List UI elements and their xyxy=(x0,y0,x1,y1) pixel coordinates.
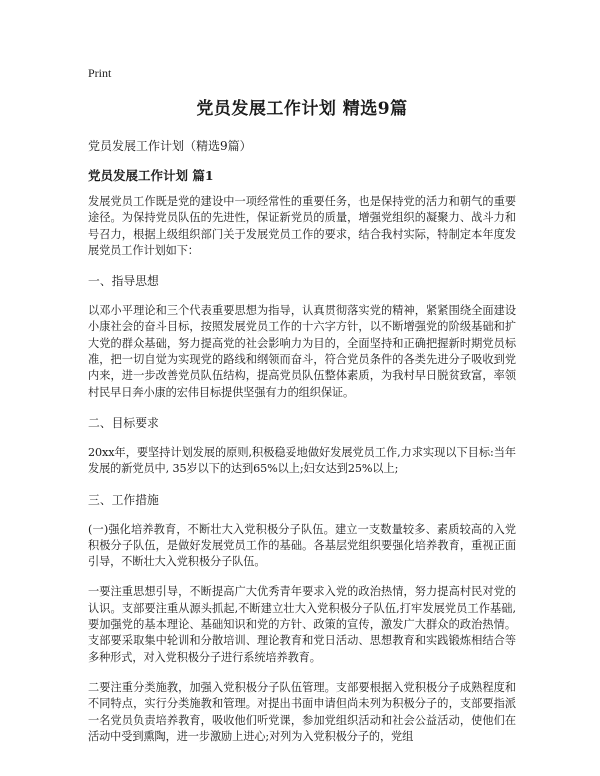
print-link[interactable]: Print xyxy=(88,66,112,80)
measures-paragraph-1: (一)强化培养教育，不断壮大入党积极分子队伍。建立一支数量较多、素质较高的入党积极分子队伍，是做好发展党员工作的基础。各基层党组织要强化培养教育，重视正面引导，不断壮大入党积极分子队伍。 xyxy=(88,522,516,569)
document-title: 党员发展工作计划 精选9篇 xyxy=(196,99,408,119)
heading-goals: 二、目标要求 xyxy=(88,415,159,430)
document-subtitle: 党员发展工作计划（精选9篇） xyxy=(88,139,252,153)
section-title: 党员发展工作计划 篇1 xyxy=(88,168,214,183)
goals-paragraph: 20xx年，要坚持计划发展的原则,积极稳妥地做好发展党员工作,力求实现以下目标:当年发展的新党员中, 35岁以下的达到65%以上;妇女达到25%以上; xyxy=(88,445,516,476)
heading-guiding-ideology: 一、指导思想 xyxy=(88,274,159,289)
measures-paragraph-3: 二要注重分类施教，加强入党积极分子队伍管理。支部要根据入党积极分子成熟程度和不同特点，实行分类施教和管理。对提出书面申请但尚未列为积极分子的，支部要指派一名党员负责培养教育，吸收他们听党课，参加党组织活动和社会公益活动，使他们在活动中受到熏陶，进一步激励上进心;对列为入党积极分子的，党组 xyxy=(88,680,516,743)
document-page xyxy=(88,66,516,759)
guiding-ideology-paragraph: 以邓小平理论和三个代表重要思想为指导，认真贯彻落实党的精神，紧紧围绕全面建设小康社会的奋斗目标，按照发展党员工作的十六字方针，以不断增强党的阶级基础和扩大党的群众基础，努力提高党的社会影响力为目的，全面坚持和正确把握新时期党员标准，把一切自觉为实现党的路线和纲领而奋斗，符合党员条件的各类先进分子吸收到党内来，进一步改善党员队伍结构，提高党员队伍整体素质，为我村早日脱贫致富，率领村民早日奔小康的宏伟目标提供坚强有力的组织保证。 xyxy=(88,304,516,399)
measures-paragraph-2: 一要注重思想引导，不断提高广大优秀青年要求入党的政治热情，努力提高村民对党的认识。支部要注重从源头抓起,不断建立壮大入党积极分子队伍,打牢发展党员工作基础,要加强党的基本理论、基础知识和党的方针、政策的宣传，激发广大群众的政治热情。支部要采取集中轮训和分散培训、理论教育和党日活动、思想教育和实践锻炼相结合等多种形式，对入党积极分子进行系统培养教育。 xyxy=(88,585,516,664)
intro-paragraph: 发展党员工作既是党的建设中一项经常性的重要任务，也是保持党的活力和朝气的重要途径。为保持党员队伍的先进性，保证新党员的质量，增强党组织的凝聚力、战斗力和号召力，根据上级组织部门关于发展党员工作的要求，结合我村实际，特制定本年度发展党员工作计划如下： xyxy=(88,195,516,257)
heading-measures: 三、工作措施 xyxy=(88,492,159,507)
